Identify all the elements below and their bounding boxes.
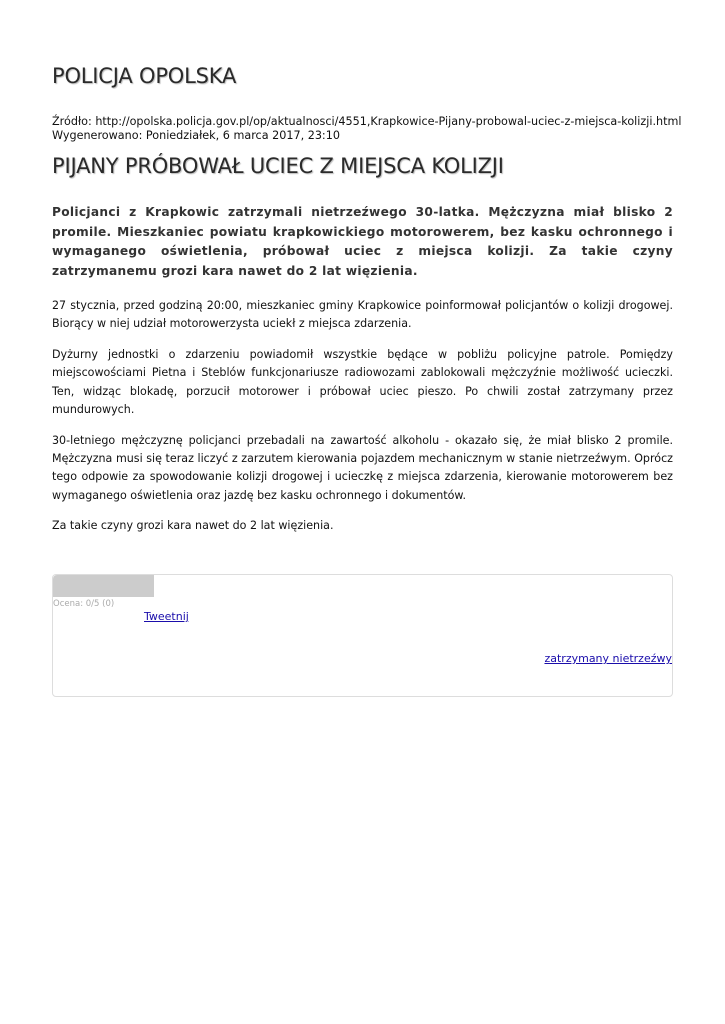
rating-label: Ocena: 0/5 (0)	[53, 599, 115, 609]
article-paragraph: 27 stycznia, przed godziną 20:00, mieszkaniec gminy Krapkowice poinformował policjantów o kolizji drogowej. Biorący w niej udział motorowerzysta uciekł z miejsca zdarzenia.	[52, 299, 673, 331]
article-title: PIJANY PRÓBOWAŁ UCIEC Z MIEJSCA KOLIZJI	[52, 154, 504, 178]
rating-stars[interactable]	[53, 575, 154, 597]
tag-link[interactable]: zatrzymany nietrzeźwy	[544, 652, 672, 665]
article-footer-box	[52, 574, 673, 697]
article-paragraph: 30-letniego mężczyznę policjanci przebadali na zawartość alkoholu - okazało się, że miał blisko 2 promile. Mężczyzna musi się teraz liczyć z zarzutem kierowania pojazdem mechanicznym w stanie nietrzeźwym. Oprócz tego odpowie za spowodowanie kolizji drogowej i ucieczkę z miejsca zdarzenia, kierowanie motorowerem bez wymaganego oświetlenia oraz jazdę bez kasku ochronnego i dokumentów.	[52, 433, 673, 502]
article-body	[52, 297, 673, 548]
site-title: POLICJA OPOLSKA	[52, 64, 237, 88]
article-paragraph: Za takie czyny grozi kara nawet do 2 lat więzienia.	[52, 519, 334, 533]
article-lead: Policjanci z Krapkowic zatrzymali nietrzeźwego 30-latka. Mężczyzna miał blisko 2 promile. Mieszkaniec powiatu krapkowickiego motorowerem, bez kasku ochronnego i wymaganego oświetlenia, próbował uciec z miejsca kolizji. Za takie czyny zatrzymanemu grozi kara nawet do 2 lat więzienia.	[52, 205, 673, 278]
document-meta	[52, 115, 682, 143]
article-paragraph: Dyżurny jednostki o zdarzeniu powiadomił wszystkie będące w pobliżu policyjne patrole. Pomiędzy miejscowościami Pietna i Steblów funkcjonariusze radiowozami zablokowali mężczyźnie możliwość ucieczki. Ten, widząc blokadę, porzucił motorower i próbował uciec pieszo. Po chwili został zatrzymany przez mundurowych.	[52, 348, 673, 416]
generated-line: Wygenerowano: Poniedziałek, 6 marca 2017, 23:10	[52, 129, 340, 142]
source-line: Źródło: http://opolska.policja.gov.pl/op/aktualnosci/4551,Krapkowice-Pijany-probowal-uciec-z-miejsca-kolizji.html	[52, 115, 682, 128]
tweet-link[interactable]: Tweetnij	[144, 610, 189, 623]
